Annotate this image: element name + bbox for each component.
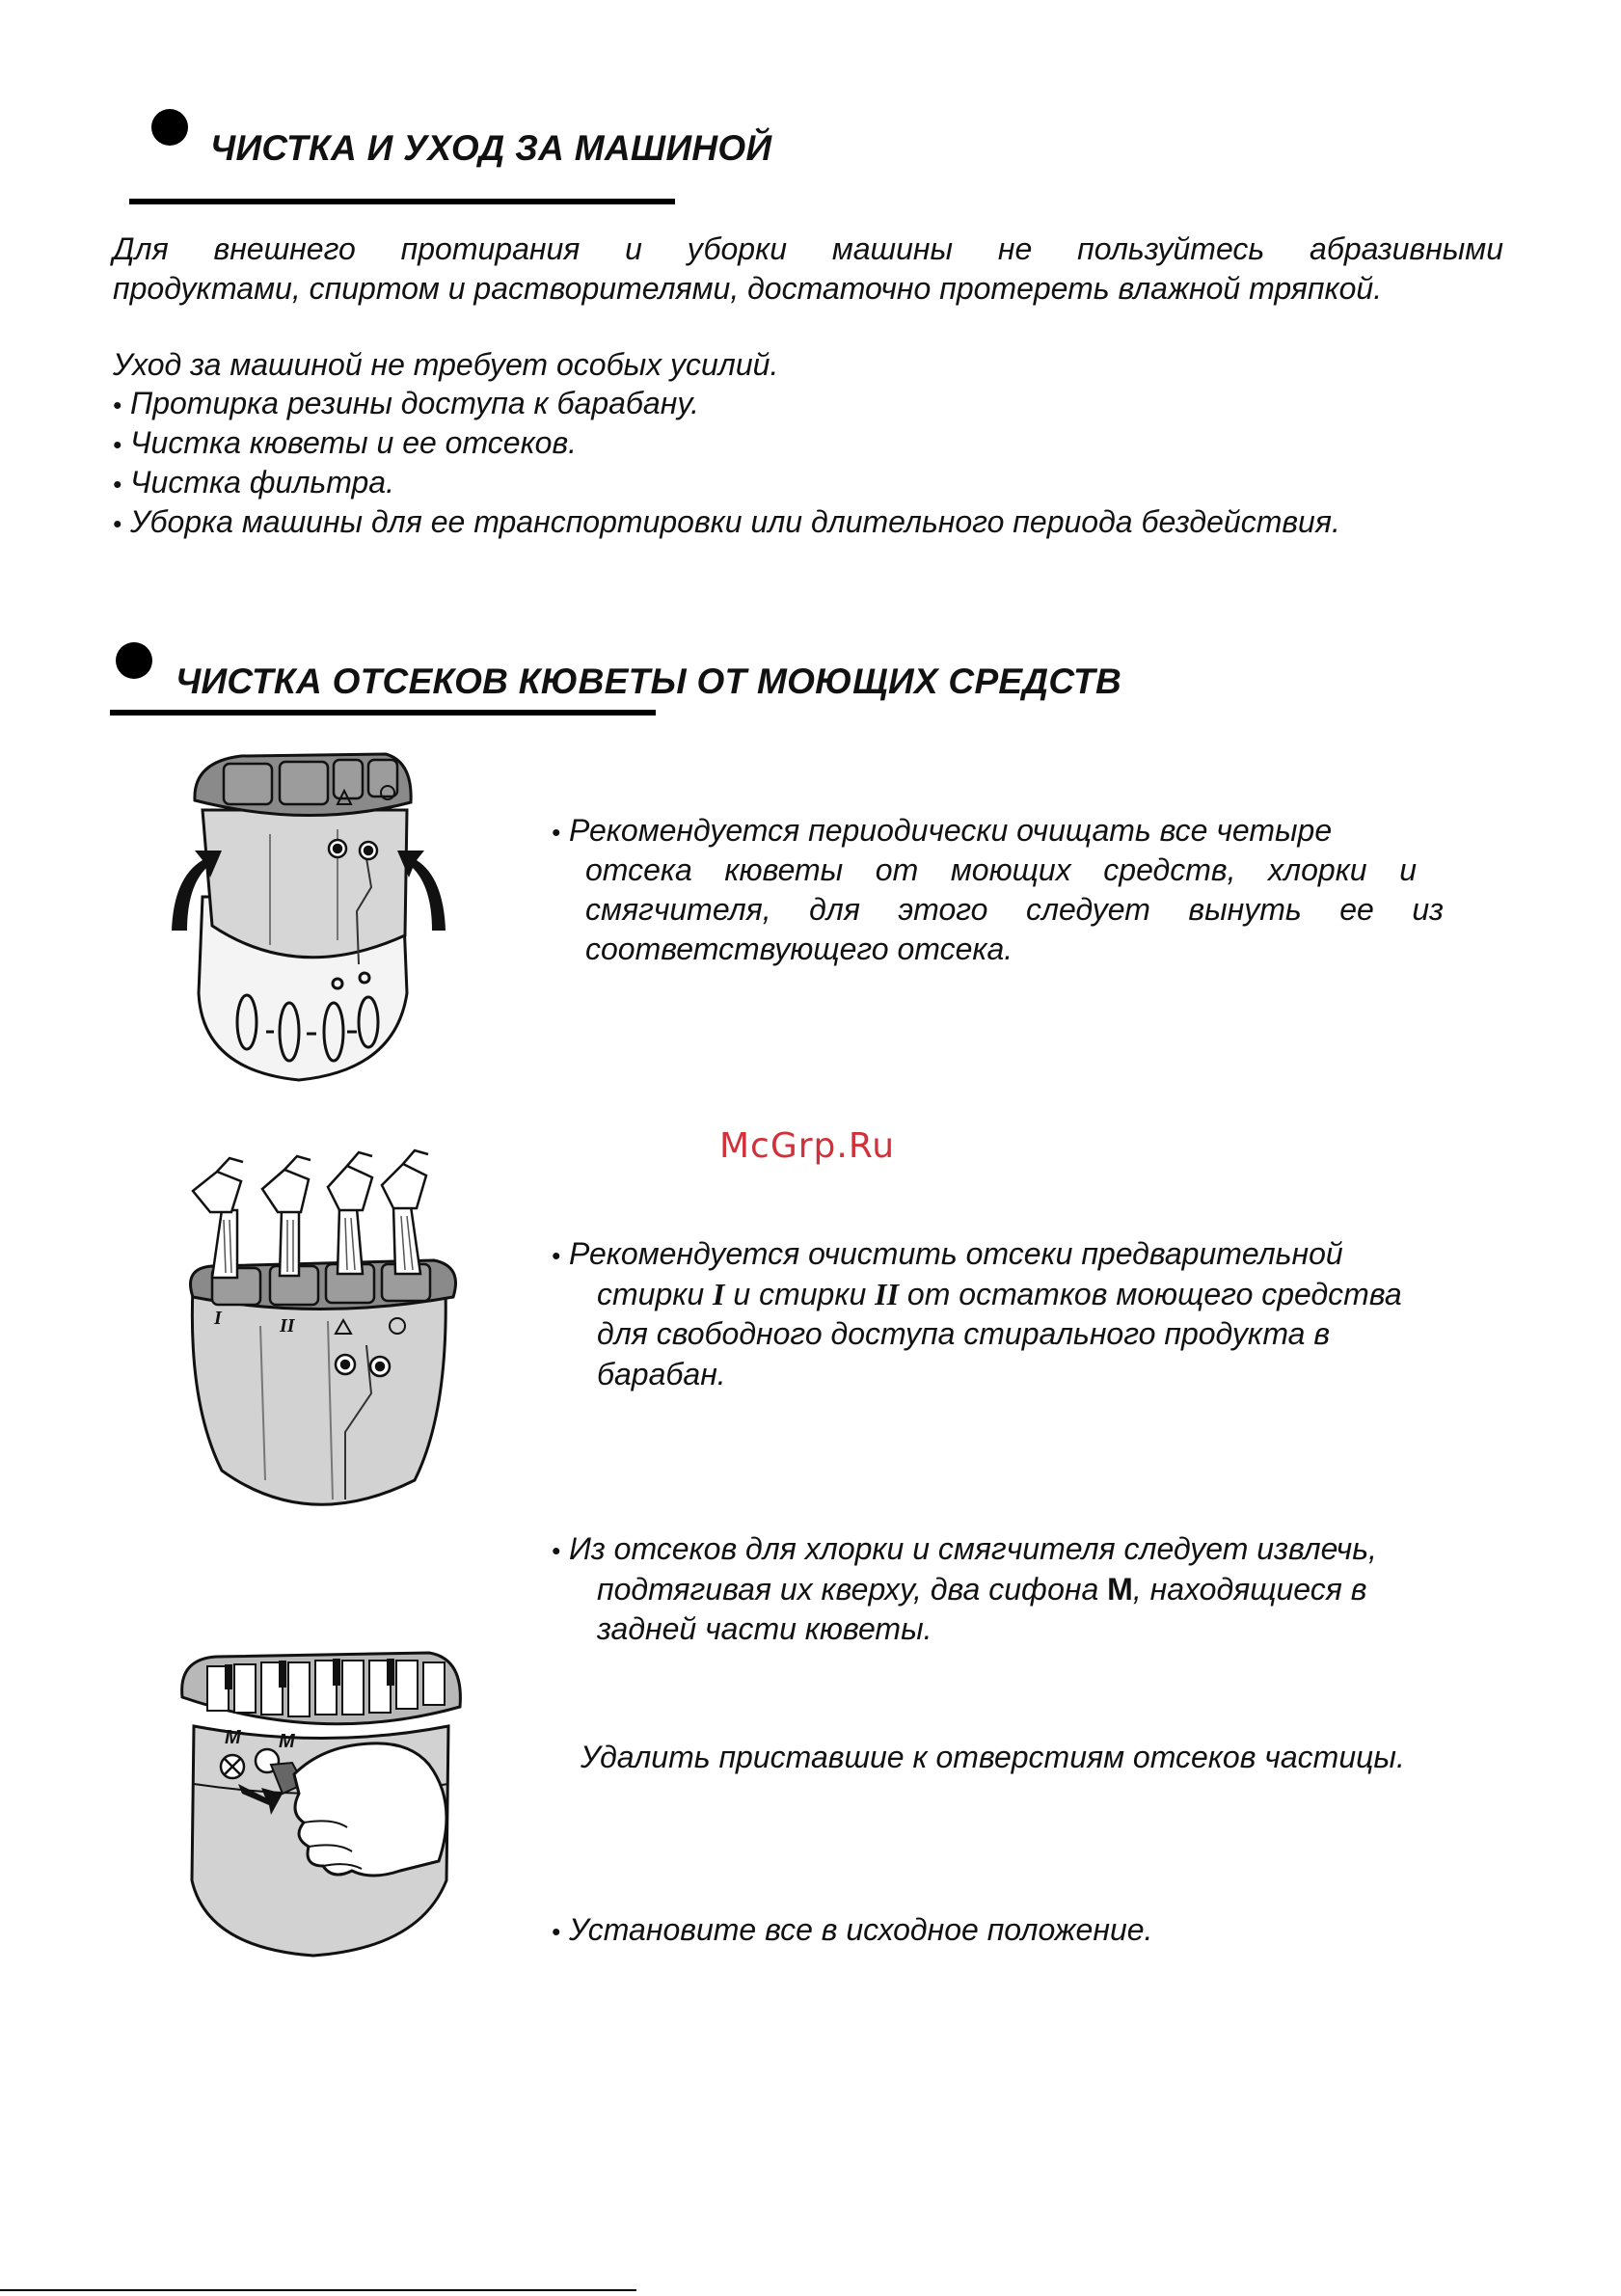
intro-line-1: Для внешнего протирания и уборки машины не пользуйтесь абразивными <box>113 231 1503 266</box>
list-bullet: • <box>552 1917 561 1946</box>
care-lead: Уход за машиной не требует особых усилий. <box>113 347 779 382</box>
step-3-line <box>552 1529 1377 1571</box>
list-bullet: • <box>113 509 122 538</box>
step-2-line: для свободного доступа стирального продукта в <box>597 1316 1331 1351</box>
compartment-roman-numeral: I <box>713 1277 725 1311</box>
care-list-item <box>113 384 699 425</box>
list-bullet: • <box>113 391 122 419</box>
watermark: McGrp.Ru <box>719 1126 896 1166</box>
siphon-label-left: M <box>225 1727 241 1748</box>
step-3-line <box>597 1570 1366 1609</box>
compartment-label-1: I <box>214 1308 222 1329</box>
figure-siphon-removal <box>178 1639 487 1958</box>
siphon-label-right: M <box>279 1731 295 1752</box>
step-1-line: соответствующего отсека. <box>585 932 1013 966</box>
step-5-text: Установите все в исходное положение. <box>569 1912 1153 1947</box>
footer-rule <box>0 2289 636 2291</box>
care-item-text: Протирка резины доступа к барабану. <box>130 386 700 420</box>
list-bullet: • <box>113 430 122 459</box>
step-2-line: барабан. <box>597 1357 726 1391</box>
figure-dispenser-removal <box>154 743 463 1090</box>
step-1-line: смягчителя, для этого следует вынуть ее из <box>585 892 1444 927</box>
care-list-item <box>113 423 577 465</box>
step-1-line: отсека кюветы от моющих средств, хлорки и <box>585 852 1417 887</box>
care-list-item <box>113 502 1340 544</box>
step-2-text: и стирки <box>733 1277 867 1311</box>
care-list-item <box>113 463 394 504</box>
list-bullet: • <box>552 1241 561 1270</box>
step-3-line: задней части кюветы. <box>597 1611 932 1646</box>
step-5-line <box>552 1910 1152 1952</box>
step-1-line <box>552 811 1332 852</box>
step-2-line <box>597 1275 1402 1314</box>
compartment-label-2: II <box>280 1315 295 1337</box>
step-2-text: от остатков моющего средства <box>906 1277 1402 1311</box>
compartment-roman-numeral: II <box>875 1277 900 1311</box>
step-3-text: Из отсеков для хлорки и смягчителя следует извлечь, <box>569 1531 1377 1566</box>
care-item-text: Чистка кюветы и ее отсеков. <box>130 425 578 460</box>
title-underline <box>129 199 675 204</box>
step-2-line <box>552 1234 1343 1276</box>
step-2-text: стирки <box>597 1277 705 1311</box>
siphon-letter: М <box>1107 1572 1133 1607</box>
list-bullet: • <box>552 818 561 847</box>
section-title-care: ЧИСТКА И УХОД ЗА МАШИНОЙ <box>210 128 772 168</box>
title-underline <box>110 710 656 716</box>
care-item-text: Уборка машины для ее транспортировки или длительного периода бездействия. <box>130 504 1340 539</box>
intro-line-2: продуктами, спиртом и растворителями, достаточно протереть влажной тряпкой. <box>113 271 1383 306</box>
step-1-text: Рекомендуется периодически очищать все четыре <box>569 813 1333 848</box>
section-bullet-dot <box>116 642 152 679</box>
section-title-dispenser: ЧИСТКА ОТСЕКОВ КЮВЕТЫ ОТ МОЮЩИХ СРЕДСТВ <box>176 662 1121 701</box>
step-2-text: Рекомендуется очистить отсеки предварительной <box>569 1236 1343 1271</box>
list-bullet: • <box>552 1536 561 1565</box>
step-3-text: , находящиеся в <box>1132 1572 1367 1607</box>
step-3-text: подтягивая их кверху, два сифона <box>597 1572 1099 1607</box>
list-bullet: • <box>113 470 122 499</box>
care-item-text: Чистка фильтра. <box>130 465 394 500</box>
step-4-line: Удалить приставшие к отверстиям отсеков частицы. <box>581 1740 1405 1774</box>
section-bullet-dot <box>151 109 188 146</box>
figure-compartments-cleaning <box>174 1152 482 1538</box>
